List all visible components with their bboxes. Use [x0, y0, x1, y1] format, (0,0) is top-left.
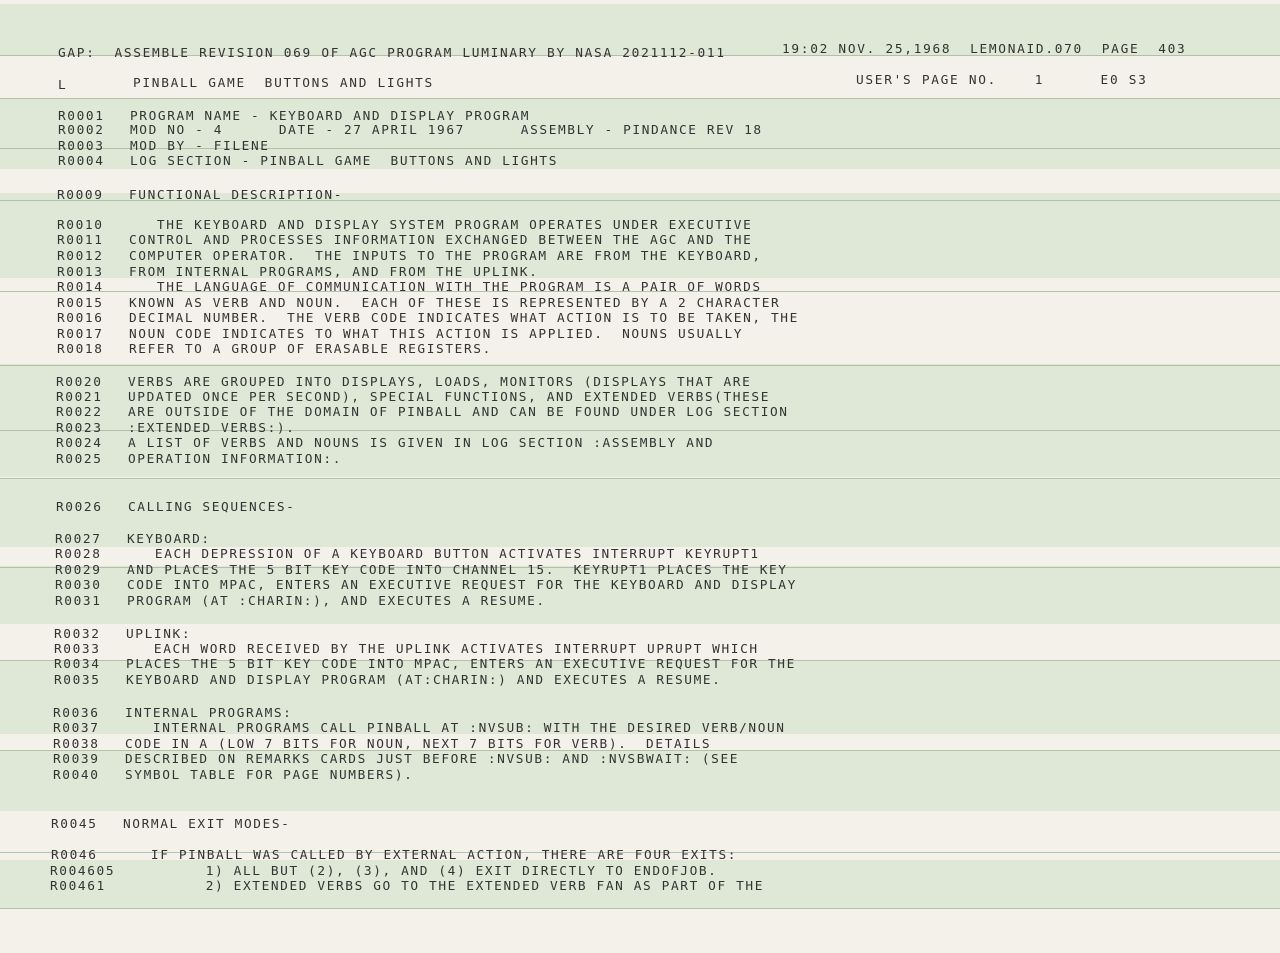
listing-line — [53, 753, 739, 767]
line-number: R0022 — [56, 405, 103, 420]
line-text: 2) EXTENDED VERBS GO TO THE EXTENDED VERB FAN AS PART OF THE — [122, 879, 765, 894]
line-number: R0018 — [57, 342, 104, 357]
listing-line — [58, 140, 270, 154]
line-number: R0012 — [57, 249, 104, 264]
header-line — [58, 47, 726, 61]
header-file: LEMONAID.070 — [970, 42, 1083, 57]
line-text: DECIMAL NUMBER. THE VERB CODE INDICATES WHAT ACTION IS TO BE TAKEN, THE — [129, 311, 799, 326]
line-text: PROGRAM NAME - KEYBOARD AND DISPLAY PROGRAM — [130, 109, 531, 124]
line-number: R0039 — [53, 752, 100, 767]
subheader-marker: L — [58, 78, 68, 93]
listing-line — [57, 189, 343, 203]
listing-line — [57, 250, 762, 264]
listing-line — [57, 219, 752, 233]
listing-line — [56, 406, 789, 420]
line-text: AND PLACES THE 5 BIT KEY CODE INTO CHANNEL 15. KEYRUPT1 PLACES THE KEY — [127, 563, 788, 578]
header-title: ASSEMBLE REVISION 069 OF AGC PROGRAM LUMINARY BY NASA 2021112-011 — [114, 46, 726, 61]
listing-line — [51, 818, 290, 832]
line-text: COMPUTER OPERATOR. THE INPUTS TO THE PROGRAM ARE FROM THE KEYBOARD, — [129, 249, 762, 264]
line-number: R0010 — [57, 218, 104, 233]
listing-line — [50, 880, 764, 894]
line-text: REFER TO A GROUP OF ERASABLE REGISTERS. — [129, 342, 492, 357]
line-text: DESCRIBED ON REMARKS CARDS JUST BEFORE :NVSUB: AND :NVSBWAIT: (SEE — [125, 752, 740, 767]
listing-line — [55, 595, 546, 609]
line-text: FROM INTERNAL PROGRAMS, AND FROM THE UPLINK. — [129, 265, 539, 280]
line-text: LOG SECTION - PINBALL GAME BUTTONS AND LIGHTS — [130, 154, 559, 169]
listing-line — [56, 501, 295, 515]
listing-line — [56, 391, 770, 405]
line-number: R0020 — [56, 375, 103, 390]
line-text: SYMBOL TABLE FOR PAGE NUMBERS). — [125, 768, 414, 783]
line-number: R0032 — [54, 627, 101, 642]
listing-line — [53, 722, 786, 736]
header-page-number: 403 — [1158, 42, 1187, 57]
line-number: R0021 — [56, 390, 103, 405]
listing-line — [53, 707, 292, 721]
users-page-number: 1 — [1034, 73, 1045, 88]
line-number: R0009 — [57, 188, 104, 203]
section-code: E0 S3 — [1100, 73, 1148, 88]
listing-line — [56, 376, 751, 390]
line-text: PROGRAM (AT :CHARIN:), AND EXECUTES A RESUME. — [127, 594, 546, 609]
line-text: KNOWN AS VERB AND NOUN. EACH OF THESE IS REPRESENTED BY A 2 CHARACTER — [129, 296, 781, 311]
line-number: R0035 — [54, 673, 101, 688]
line-number: R0023 — [56, 421, 103, 436]
line-text: NOUN CODE INDICATES TO WHAT THIS ACTION IS APPLIED. NOUNS USUALLY — [129, 327, 744, 342]
line-text: IF PINBALL WAS CALLED BY EXTERNAL ACTION, THERE ARE FOUR EXITS: — [123, 848, 738, 863]
line-number: R0016 — [57, 311, 104, 326]
line-number: R0045 — [51, 817, 98, 832]
listing-line — [54, 628, 191, 642]
line-text: KEYBOARD: — [127, 532, 211, 547]
header-timestamp: 19:02 NOV. 25,1968 — [782, 42, 952, 57]
line-number: R0030 — [55, 578, 102, 593]
line-text: A LIST OF VERBS AND NOUNS IS GIVEN IN LOG SECTION :ASSEMBLY AND — [128, 436, 715, 451]
line-number: R0033 — [54, 642, 101, 657]
line-number: R0017 — [57, 327, 104, 342]
line-text: INTERNAL PROGRAMS: — [125, 706, 293, 721]
listing-line — [56, 453, 342, 467]
line-text: THE KEYBOARD AND DISPLAY SYSTEM PROGRAM OPERATES UNDER EXECUTIVE — [129, 218, 753, 233]
line-text: CODE INTO MPAC, ENTERS AN EXECUTIVE REQUEST FOR THE KEYBOARD AND DISPLAY — [127, 578, 797, 593]
line-text: FUNCTIONAL DESCRIPTION- — [129, 188, 344, 203]
line-number: R0002 — [58, 123, 105, 138]
line-number: R0046 — [51, 848, 98, 863]
listing-line — [56, 422, 295, 436]
listing-line — [54, 643, 759, 657]
listing-line — [50, 865, 717, 879]
listing-line — [57, 328, 743, 342]
line-text: THE LANGUAGE OF COMMUNICATION WITH THE PROGRAM IS A PAIR OF WORDS — [129, 280, 762, 295]
listing-line — [58, 124, 763, 138]
listing-line — [58, 155, 558, 169]
listing-line — [57, 266, 538, 280]
listing-line — [57, 281, 762, 295]
line-text: CALLING SEQUENCES- — [128, 500, 296, 515]
line-text: UPDATED ONCE PER SECOND), SPECIAL FUNCTIONS, AND EXTENDED VERBS(THESE — [128, 390, 771, 405]
line-text: PLACES THE 5 BIT KEY CODE INTO MPAC, ENTERS AN EXECUTIVE REQUEST FOR THE — [126, 657, 796, 672]
listing-line — [54, 658, 796, 672]
line-number: R0013 — [57, 265, 104, 280]
line-text: 1) ALL BUT (2), (3), AND (4) EXIT DIRECTLY TO ENDOFJOB. — [122, 864, 718, 879]
line-number: R0026 — [56, 500, 103, 515]
users-page-label: USER'S PAGE NO. — [856, 73, 998, 88]
line-number: R0011 — [57, 233, 104, 248]
header-page-label: PAGE — [1101, 42, 1140, 57]
listing-line — [58, 110, 530, 124]
line-number: R0015 — [57, 296, 104, 311]
line-number: R0038 — [53, 737, 100, 752]
line-number: R004605 — [50, 864, 116, 879]
listing-line — [57, 312, 799, 326]
line-number: R0027 — [55, 532, 102, 547]
users-page — [856, 74, 1148, 88]
listing-line — [57, 297, 780, 311]
line-number: R0028 — [55, 547, 102, 562]
listing-line — [54, 674, 721, 688]
line-text: CONTROL AND PROCESSES INFORMATION EXCHANGED BETWEEN THE AGC AND THE — [129, 233, 753, 248]
subheader-section: PINBALL GAME BUTTONS AND LIGHTS — [133, 76, 434, 91]
line-text: EACH DEPRESSION OF A KEYBOARD BUTTON ACTIVATES INTERRUPT KEYRUPT1 — [127, 547, 760, 562]
listing-line — [53, 738, 711, 752]
line-text: MOD BY - FILENE — [130, 139, 270, 154]
listing-line — [53, 769, 413, 783]
line-number: R0036 — [53, 706, 100, 721]
listing-line — [57, 234, 752, 248]
header-right — [782, 43, 1186, 57]
listing-line — [57, 343, 492, 357]
listing-line — [51, 849, 737, 863]
line-number: R0029 — [55, 563, 102, 578]
line-text: KEYBOARD AND DISPLAY PROGRAM (AT:CHARIN:) AND EXECUTES A RESUME. — [126, 673, 722, 688]
listing-line — [55, 548, 760, 562]
header-prefix: GAP: — [58, 46, 96, 61]
line-text: :EXTENDED VERBS:). — [128, 421, 296, 436]
line-text: EACH WORD RECEIVED BY THE UPLINK ACTIVATES INTERRUPT UPRUPT WHICH — [126, 642, 759, 657]
line-text: NORMAL EXIT MODES- — [123, 817, 291, 832]
line-number: R00461 — [50, 879, 106, 894]
line-text: OPERATION INFORMATION:. — [128, 452, 343, 467]
line-number: R0004 — [58, 154, 105, 169]
listing-line — [56, 437, 714, 451]
line-text: VERBS ARE GROUPED INTO DISPLAYS, LOADS, MONITORS (DISPLAYS THAT ARE — [128, 375, 752, 390]
listing-line — [55, 533, 211, 547]
listing-line — [55, 564, 788, 578]
line-text: MOD NO - 4 DATE - 27 APRIL 1967 ASSEMBLY - PINDANCE REV 18 — [130, 123, 763, 138]
line-number: R0024 — [56, 436, 103, 451]
line-number: R0034 — [54, 657, 101, 672]
line-number: R0003 — [58, 139, 105, 154]
line-number: R0001 — [58, 109, 105, 124]
line-number: R0014 — [57, 280, 104, 295]
line-number: R0025 — [56, 452, 103, 467]
line-number: R0040 — [53, 768, 100, 783]
line-number: R0031 — [55, 594, 102, 609]
listing-line — [55, 579, 797, 593]
line-text: ARE OUTSIDE OF THE DOMAIN OF PINBALL AND CAN BE FOUND UNDER LOG SECTION — [128, 405, 789, 420]
line-text: INTERNAL PROGRAMS CALL PINBALL AT :NVSUB: WITH THE DESIRED VERB/NOUN — [125, 721, 786, 736]
line-text: CODE IN A (LOW 7 BITS FOR NOUN, NEXT 7 BITS FOR VERB). DETAILS — [125, 737, 712, 752]
line-number: R0037 — [53, 721, 100, 736]
line-text: UPLINK: — [126, 627, 192, 642]
